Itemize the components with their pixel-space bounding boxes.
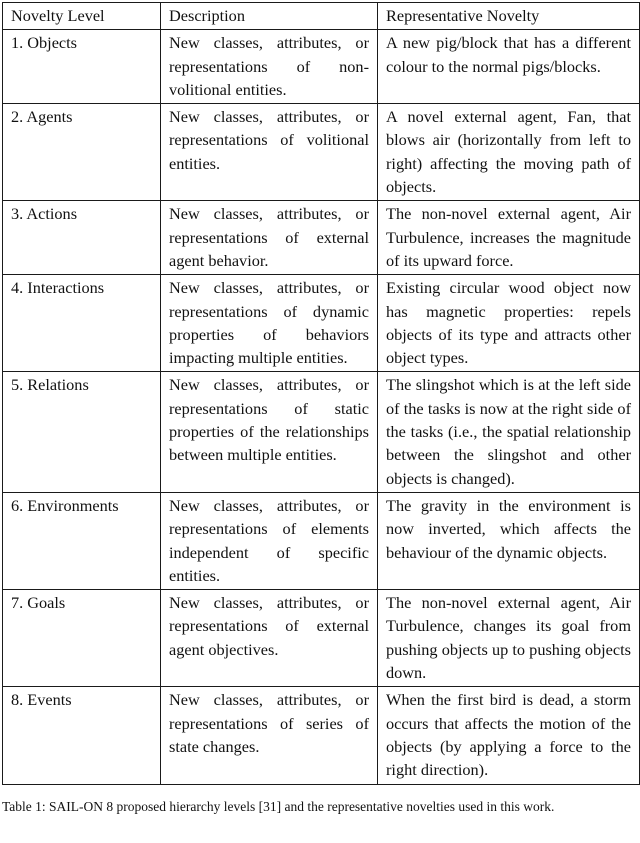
description-cell: New classes, attributes, or representations of elements independent of specific entities. <box>161 492 378 589</box>
table-row <box>3 275 640 372</box>
representative-novelty-cell: A novel external agent, Fan, that blows air (horizontally from left to right) affecting the moving path of objects. <box>378 104 640 201</box>
representative-novelty-cell: Existing circular wood object now has magnetic properties: repels objects of its type and attracts other object types. <box>378 275 640 372</box>
table-row <box>3 590 640 687</box>
table-row <box>3 30 640 104</box>
novelty-level-cell: 1. Objects <box>3 30 161 104</box>
table-header-row <box>3 3 640 30</box>
table-row <box>3 687 640 784</box>
novelty-level-cell: 3. Actions <box>3 201 161 275</box>
novelty-level-cell: 5. Relations <box>3 372 161 492</box>
representative-novelty-cell: The non-novel external agent, Air Turbulence, increases the magnitude of its upward force. <box>378 201 640 275</box>
representative-novelty-cell: The gravity in the environment is now inverted, which affects the behaviour of the dynamic objects. <box>378 492 640 589</box>
description-cell: New classes, attributes, or representations of non-volitional entities. <box>161 30 378 104</box>
header-novelty-level: Novelty Level <box>3 3 161 30</box>
description-cell: New classes, attributes, or representations of series of state changes. <box>161 687 378 784</box>
novelty-level-cell: 7. Goals <box>3 590 161 687</box>
description-cell: New classes, attributes, or representations of external agent behavior. <box>161 201 378 275</box>
representative-novelty-cell: When the first bird is dead, a storm occurs that affects the motion of the objects (by applying a force to the right direction). <box>378 687 640 784</box>
description-cell: New classes, attributes, or representations of static properties of the relationships between multiple entities. <box>161 372 378 492</box>
representative-novelty-cell: A new pig/block that has a different colour to the normal pigs/blocks. <box>378 30 640 104</box>
header-description: Description <box>161 3 378 30</box>
description-cell: New classes, attributes, or representations of external agent objectives. <box>161 590 378 687</box>
table-row <box>3 201 640 275</box>
table-row <box>3 492 640 589</box>
description-cell: New classes, attributes, or representations of dynamic properties of behaviors impacting multiple entities. <box>161 275 378 372</box>
novelty-level-cell: 4. Interactions <box>3 275 161 372</box>
novelty-level-cell: 8. Events <box>3 687 161 784</box>
representative-novelty-cell: The slingshot which is at the left side of the tasks is now at the right side of the tasks (i.e., the spatial relationship between the slingshot and other objects is changed). <box>378 372 640 492</box>
table-row <box>3 104 640 201</box>
table-row <box>3 372 640 492</box>
novelty-level-cell: 2. Agents <box>3 104 161 201</box>
description-cell: New classes, attributes, or representations of volitional entities. <box>161 104 378 201</box>
header-representative-novelty: Representative Novelty <box>378 3 640 30</box>
novelty-hierarchy-table <box>2 2 640 785</box>
table-caption: Table 1: SAIL-ON 8 proposed hierarchy levels [31] and the representative novelties used in this work. <box>2 798 555 814</box>
novelty-level-cell: 6. Environments <box>3 492 161 589</box>
representative-novelty-cell: The non-novel external agent, Air Turbulence, changes its goal from pushing objects up to pushing objects down. <box>378 590 640 687</box>
